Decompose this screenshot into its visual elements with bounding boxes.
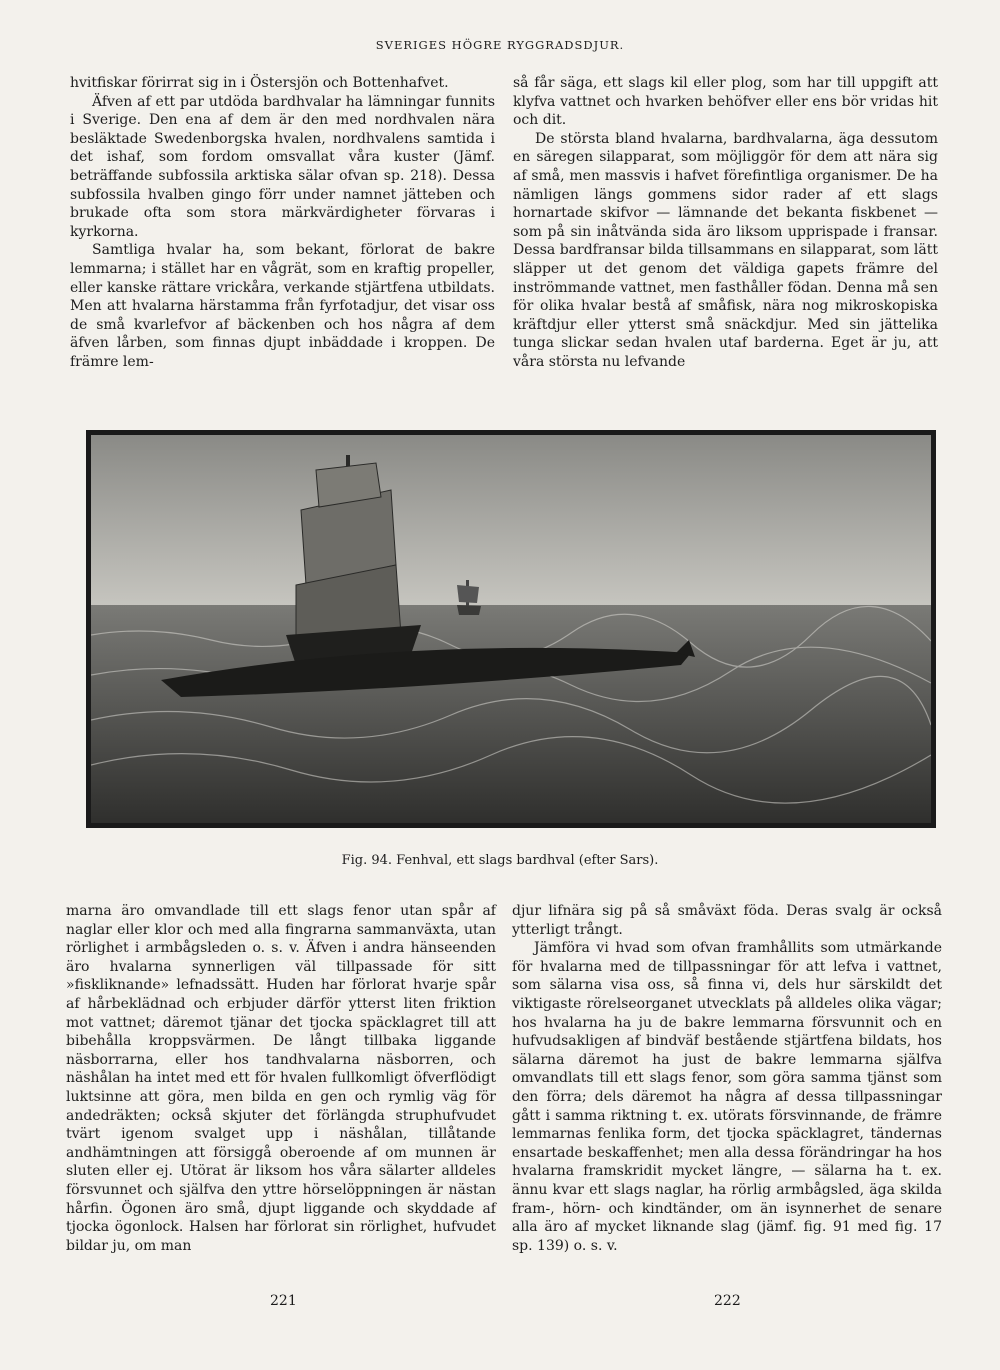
paragraph: så får säga, ett slags kil eller plog, som har till uppgift att klyfva vattnet och hvarken behöfver eller ens bör vridas hit och dit.	[513, 75, 938, 129]
whale-ship-engraving	[91, 435, 931, 823]
paragraph: hvitfiskar förirrat sig in i Östersjön och Bottenhafvet.	[70, 75, 449, 91]
paragraph: De största bland hvalarna, bardhvalarna, äga dessutom en säregen silapparat, som möjliggör för dem att nära sig af små, men massvis i hafvet förefintliga organismer. De ha nämligen längs gommens sidor rader af ett slags hornartade skifvor — lämnande det bekanta fiskbenet — som på sin inåtvända sida äro liksom upprispade i fransar. Dessa bardfransar bilda tillsammans en silapparat, som lätt släpper ut det genom det väldiga gapets främre del inströmmande vattnet, men fasthåller födan. Denna må sen för olika hvalar bestå af småfisk, nära nog mikroskopiska kräftdjur eller ytterst små snäckdjur. Med sin jättelika tunga slickar sedan hvalen utaf barderna. Eget är ju, att våra största nu lefvande	[513, 130, 938, 370]
paragraph: marna äro omvandlade till ett slags fenor utan spår af naglar eller klor och med alla fingrarna sammanväxta, utan rörlighet i armbågsleden o. s. v. Äfven i andra hänseenden äro hvalarna synnerligen väl tillpassade för sitt »fiskliknande» lefnadssätt. Huden har förlorat hvarje spår af hårbeklädnad och erbjuder därför ytterst liten friktion mot vattnet; däremot tjänar det tjocka späcklagret till att bibehålla kroppsvärmen. De långt tillbaka liggande näsborrarna, eller hos tandhvalarna näsborren, och näshålan ha intet med ett för hvalen fullkomligt öfverflödigt luktsinne att göra, men bilda en gen och rymlig väg för andedräkten; också skjuter det förlängda struphufvudet tvärt igenom svalget upp i näshålan, tillåtande andhämtningen att försiggå oberoende af om munnen är sluten eller ej. Utörat är liksom hos våra sälarter alldeles försvunnet och själfva den yttre hörselöppningen är nästan hårfin. Ögonen äro små, djupt liggande och skyddade af tjocka ögonlock. Halsen har förlorat sin rörlighet, hufvudet bildar ju, om man	[66, 903, 496, 1254]
text-column-bottom-right	[512, 902, 942, 1255]
figure-caption: Fig. 94. Fenhval, ett slags bardhval (efter Sars).	[341, 853, 659, 868]
text-column-top-right	[513, 74, 938, 372]
running-header: SVERIGES HÖGRE RYGGRADSDJUR.	[375, 38, 625, 52]
paragraph: Jämföra vi hvad som ofvan framhållits som utmärkande för hvalarna med de tillpassningar för att lefva i vattnet, som sälarna visa oss, så finna vi, dels hur särskildt det viktigaste rörelseorganet utvecklats på alldeles olika vägar; hos hvalarna ha ju de bakre lemmarna försvunnit och en hufvudsakligen af bindväf bestående stjärtfena bildats, hos sälarna däremot ha just de bakre lemmarna själfva omvandlats till ett slags fenor, som göra samma tjänst som den förra; dels däremot ha några af dessa tillpassningar gått i samma riktning t. ex. utörats försvinnande, de främre lemmarnas fenlika form, det tjocka späcklagret, tändernas ensartade beskaffenhet; men alla dessa förändringar ha hos hvalarna framskridit mycket längre, — sälarna ha t. ex. ännu kvar ett slags naglar, ha rörlig armbågsled, äga skilda fram-, hörn- och kindtänder, om än isynnerhet de senare alla äro af mycket liknande slag (jämf. fig. 91 med fig. 17 sp. 139) o. s. v.	[512, 940, 942, 1254]
paragraph: djur lifnära sig på så småväxt föda. Deras svalg är också ytterligt trångt.	[512, 903, 942, 938]
text-column-bottom-left	[66, 902, 496, 1255]
paragraph: Samtliga hvalar ha, som bekant, förlorat de bakre lemmarna; i stället har en vågrät, som en kraftig propeller, eller kanske rättare vrickåra, verkande stjärtfena utbildats. Men att hvalarna härstamma från fyrfotadjur, det visar oss de små kvarlefvor af bäckenben och hos några af dem äfven lårben, som finnas djupt inbäddade i kroppen. De främre lem-	[70, 242, 495, 370]
page-number-left: 221	[270, 1293, 297, 1309]
figure-illustration	[86, 430, 936, 828]
paragraph: Äfven af ett par utdöda bardhvalar ha lämningar funnits i Sverige. Den ena af dem är den med nordhvalen nära besläktade Swedenborgska hvalen, nordhvalens samtida i det ishaf, som fordom omsvallat våra kuster (Jämf. beträffande subfossila arktiska sälar ofvan sp. 218). Dessa subfossila hvalben gingo förr under namnet jätteben och brukade ofta som stora märkvärdigheter förvaras i kyrkorna.	[70, 93, 495, 240]
page-number-right: 222	[714, 1293, 741, 1309]
text-column-top-left	[70, 74, 495, 372]
